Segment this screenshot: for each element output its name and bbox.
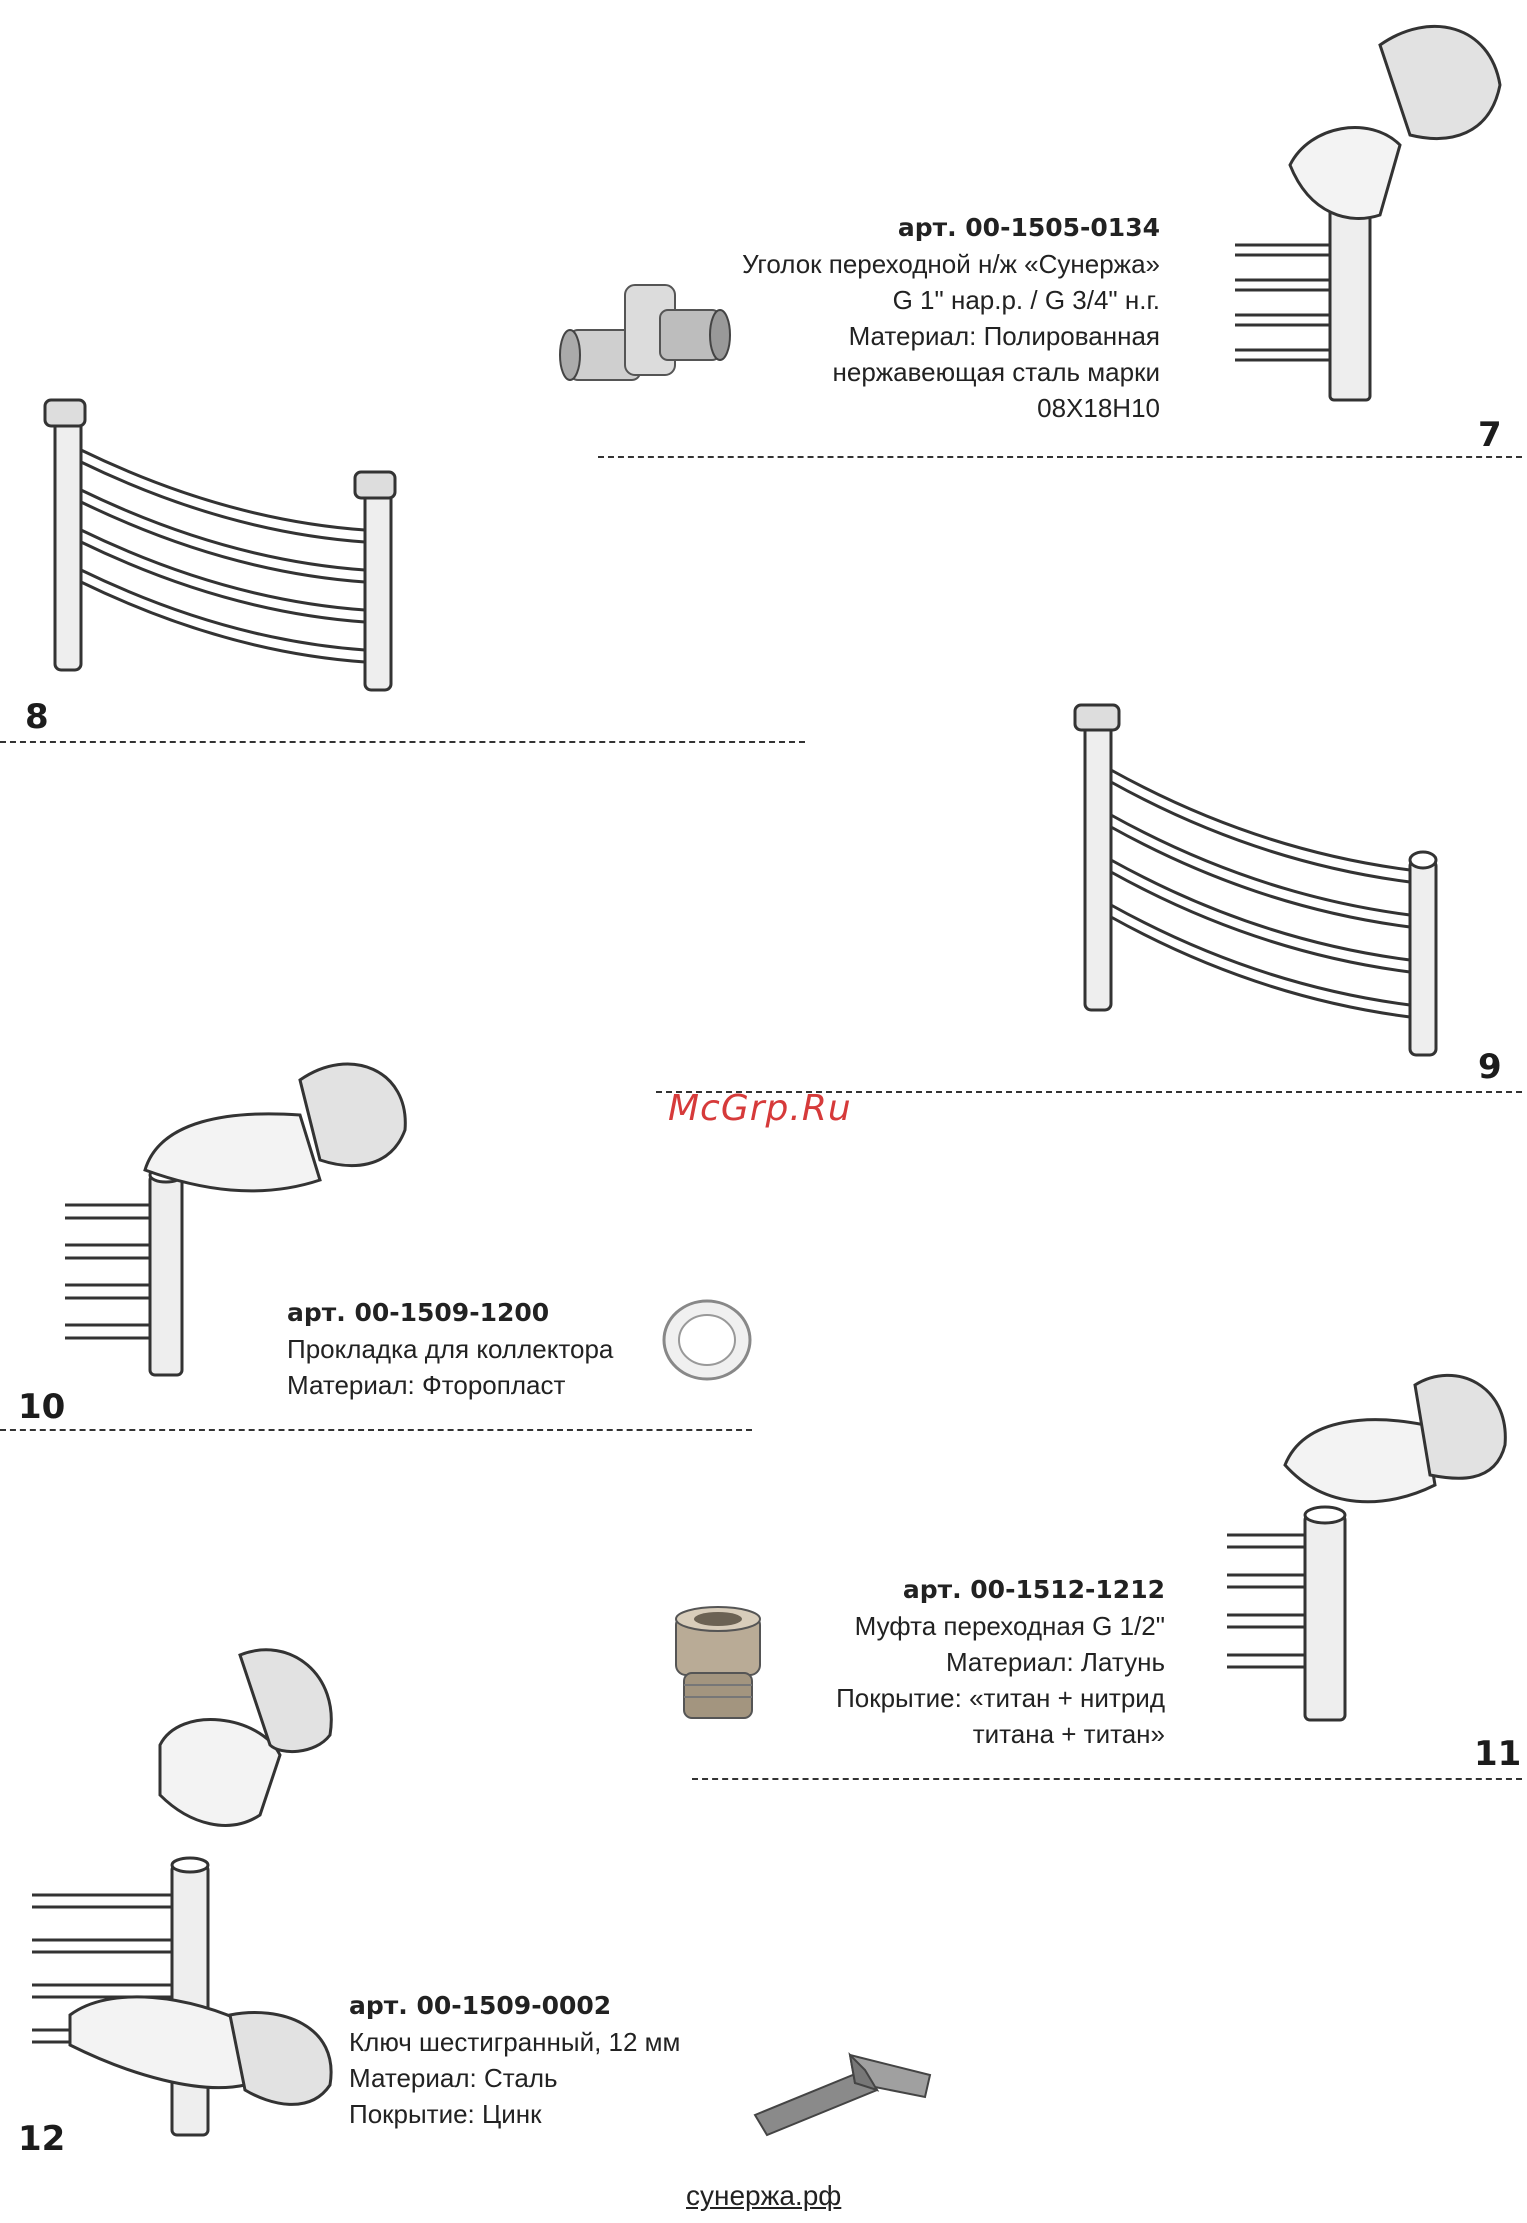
hexkey-line: Ключ шестигранный, 12 мм — [349, 2027, 681, 2057]
elbow-line: 08Х18Н10 — [1037, 393, 1160, 423]
step-number: 7 — [1478, 415, 1502, 455]
gasket-article: арт. 00-1509-1200 — [287, 1298, 550, 1327]
elbow-line: нержавеющая сталь марки — [832, 357, 1160, 387]
coupling-article: арт. 00-1512-1212 — [902, 1575, 1165, 1604]
hex-key-image — [745, 2035, 945, 2135]
elbow-article: арт. 00-1505-0134 — [897, 213, 1160, 242]
elbow-line: Уголок переходной н/ж «Сунержа» — [742, 249, 1160, 279]
gasket-info — [287, 1295, 707, 1403]
coupling-line: Муфта переходная G 1/2" — [854, 1611, 1165, 1641]
gasket-line: Материал: Фторопласт — [287, 1370, 566, 1400]
hexkey-article: арт. 00-1509-0002 — [349, 1991, 612, 2020]
coupling-line: титана + титан» — [972, 1719, 1165, 1749]
step9-towel-rail-image — [1055, 700, 1455, 1060]
step12-illustration — [30, 1645, 360, 2140]
gasket-line: Прокладка для коллектора — [287, 1334, 614, 1364]
divider — [692, 1778, 1522, 1780]
website-link[interactable]: сунержа.рф — [686, 2180, 842, 2211]
step8-towel-rail-image — [25, 380, 425, 710]
step-number: 9 — [1478, 1047, 1502, 1087]
gasket-image — [660, 1298, 755, 1383]
coupling-image — [668, 1605, 768, 1730]
step-number: 8 — [25, 697, 49, 737]
coupling-line: Материал: Латунь — [945, 1647, 1165, 1677]
hexkey-line: Покрытие: Цинк — [349, 2099, 542, 2129]
hexkey-line: Материал: Сталь — [349, 2063, 558, 2093]
step-number: 10 — [18, 1387, 66, 1427]
elbow-line: Материал: Полированная — [848, 321, 1160, 351]
elbow-line: G 1" нар.р. / G 3/4" н.г. — [892, 285, 1160, 315]
watermark: McGrp.Ru — [668, 1088, 852, 1129]
step11-illustration — [1225, 1365, 1515, 1725]
step-number: 12 — [18, 2119, 66, 2159]
coupling-info — [760, 1572, 1165, 1752]
coupling-line: Покрытие: «титан + нитрид — [836, 1683, 1165, 1713]
divider — [0, 1429, 752, 1431]
divider — [598, 456, 1522, 458]
step-number: 11 — [1474, 1734, 1522, 1774]
hexkey-info — [349, 1988, 769, 2132]
step7-illustration — [1230, 5, 1510, 405]
divider — [0, 741, 805, 743]
elbow-fitting-image — [550, 270, 740, 400]
